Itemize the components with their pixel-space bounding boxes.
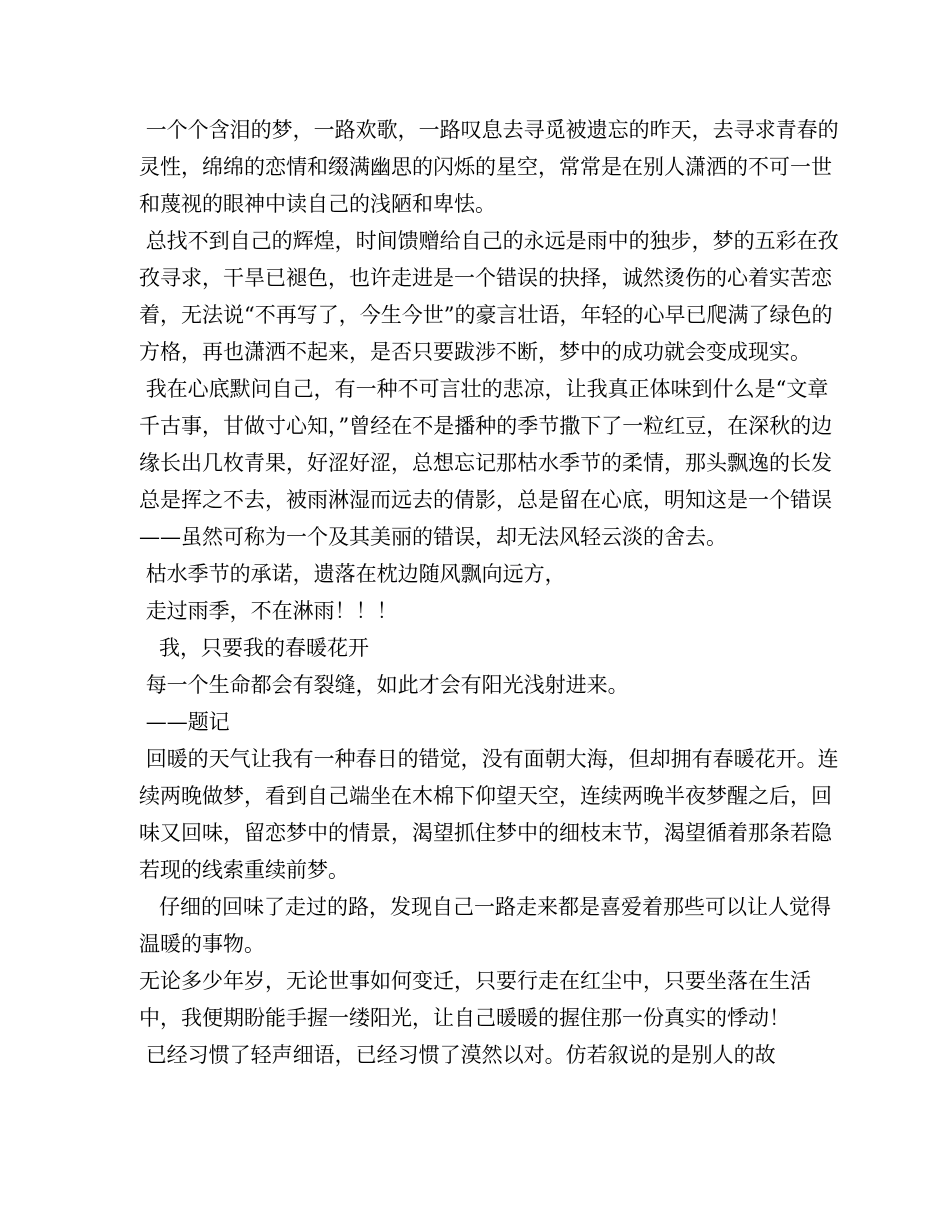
- paragraph-8: ——题记: [139, 710, 230, 734]
- paragraph-3: 我在心底默问自己，有一种不可言壮的悲凉，让我真正体味到什么是“文章千古事，甘做寸心知，”曾经在不是播种的季节撒下了一粒红豆，在深秋的边缘长出几枚青果，好涩好涩，总想忘记那枯水季节的柔情，那头飘逸的长发总是挥之不去，被雨淋湿而远去的倩影，总是留在心底，明知这是一个错误——虽然可称为一个及其美丽的错误，却无法风轻云淡的舍去。: [139, 377, 833, 549]
- paragraph-6: 我，只要我的春暖花开: [139, 636, 370, 660]
- paragraph-10: 仔细的回味了走过的路，发现自己一路走来都是喜爱着那些可以让人觉得温暖的事物。: [139, 895, 832, 956]
- document-body: [139, 112, 839, 1074]
- paragraph-4: 枯水季节的承诺，遗落在枕边随风飘向远方，: [139, 562, 566, 586]
- paragraph-12: 已经习惯了轻声细语，已经习惯了漠然以对。仿若叙说的是别人的故: [139, 1043, 776, 1067]
- paragraph-1: 一个个含泪的梦，一路欢歌，一路叹息去寻觅被遗忘的昨天，去寻求青春的灵性，绵绵的恋情和缀满幽思的闪烁的星空，常常是在别人潇洒的不可一世和蔑视的眼神中读自己的浅陋和卑怯。: [139, 118, 839, 216]
- paragraph-11: 无论多少年岁，无论世事如何变迁，只要行走在红尘中，只要坐落在生活中，我便期盼能手握一缕阳光，让自己暖暖的握住那一份真实的悸动！: [139, 969, 811, 1030]
- paragraph-7: 每一个生命都会有裂缝，如此才会有阳光浅射进来。: [139, 673, 629, 697]
- paragraph-9: 回暖的天气让我有一种春日的错觉，没有面朝大海，但却拥有春暖花开。连续两晚做梦，看到自己端坐在木棉下仰望天空，连续两晚半夜梦醒之后，回味又回味，留恋梦中的情景，渴望抓住梦中的细枝末节，渴望循着那条若隐若现的线索重续前梦。: [139, 747, 839, 882]
- paragraph-5: 走过雨季，不在淋雨！！！: [139, 599, 398, 623]
- paragraph-2: 总找不到自己的辉煌，时间馈赠给自己的永远是雨中的独步，梦的五彩在孜孜寻求，干旱已褪色，也许走进是一个错误的抉择，诚然烫伤的心着实苦恋着，无法说“不再写了，今生今世”的豪言壮语，年轻的心早已爬满了绿色的方格，再也潇洒不起来，是否只要跋涉不断，梦中的成功就会变成现实。: [139, 229, 839, 364]
